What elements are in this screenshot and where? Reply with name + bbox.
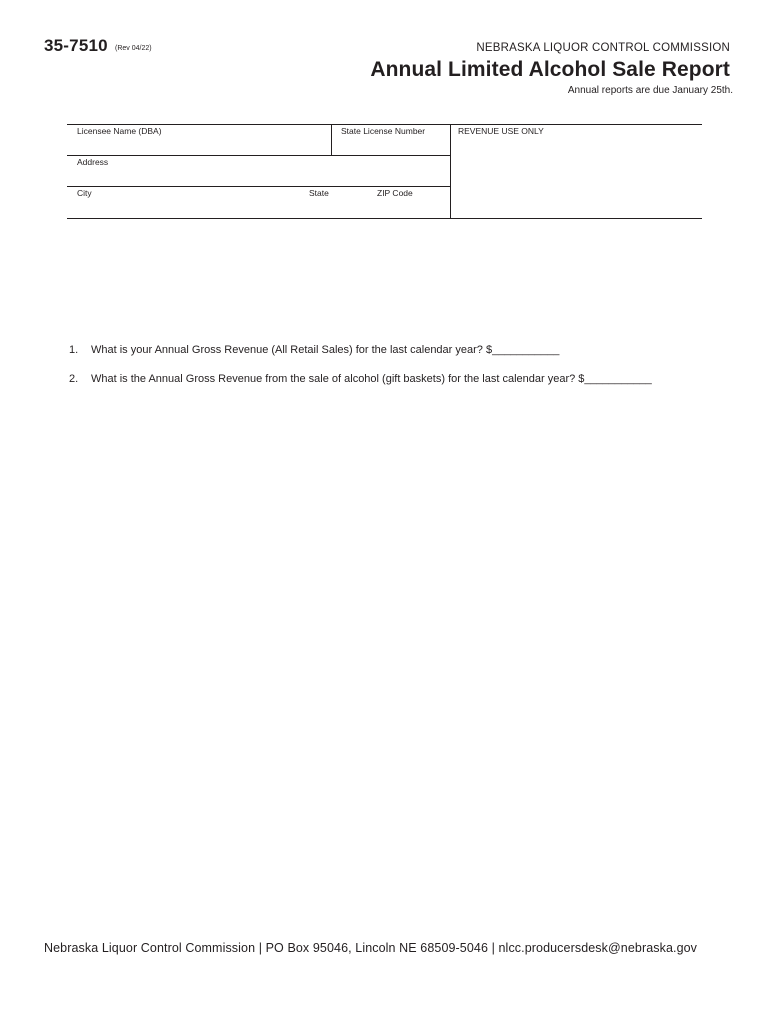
- licensee-name-field[interactable]: Licensee Name (DBA): [77, 126, 162, 136]
- license-number-divider: [331, 124, 332, 155]
- city-row-border: [67, 186, 450, 187]
- agency-name: NEBRASKA LIQUOR CONTROL COMMISSION: [476, 42, 730, 54]
- city-field[interactable]: City: [77, 188, 92, 198]
- address-row-border: [67, 155, 450, 156]
- form-top-border: [67, 124, 702, 125]
- form-number: 35-7510: [44, 36, 108, 55]
- question-1[interactable]: [69, 344, 559, 356]
- footer-contact: Nebraska Liquor Control Commission | PO Box 95046, Lincoln NE 68509-5046 | nlcc.producersdesk@nebraska.gov: [44, 941, 698, 955]
- question-number: 2.: [69, 373, 79, 385]
- question-text: What is the Annual Gross Revenue from the sale of alcohol (gift baskets) for the last calendar year? $___________: [91, 373, 652, 385]
- due-date-note: Annual reports are due January 25th.: [567, 85, 733, 96]
- page-title: Annual Limited Alcohol Sale Report: [370, 58, 730, 81]
- address-field[interactable]: Address: [77, 157, 109, 167]
- form-revision: (Rev 04/22): [115, 45, 152, 52]
- zip-code-field[interactable]: ZIP Code: [377, 188, 413, 198]
- form-bottom-border: [67, 218, 702, 219]
- question-number: 1.: [69, 344, 79, 356]
- revenue-use-only-box: REVENUE USE ONLY: [458, 126, 544, 136]
- state-license-number-field[interactable]: State License Number: [341, 126, 426, 136]
- question-text: What is your Annual Gross Revenue (All Retail Sales) for the last calendar year? $___________: [91, 344, 560, 356]
- state-field[interactable]: State: [309, 188, 329, 198]
- question-2[interactable]: [69, 373, 652, 385]
- revenue-box-divider: [450, 124, 451, 218]
